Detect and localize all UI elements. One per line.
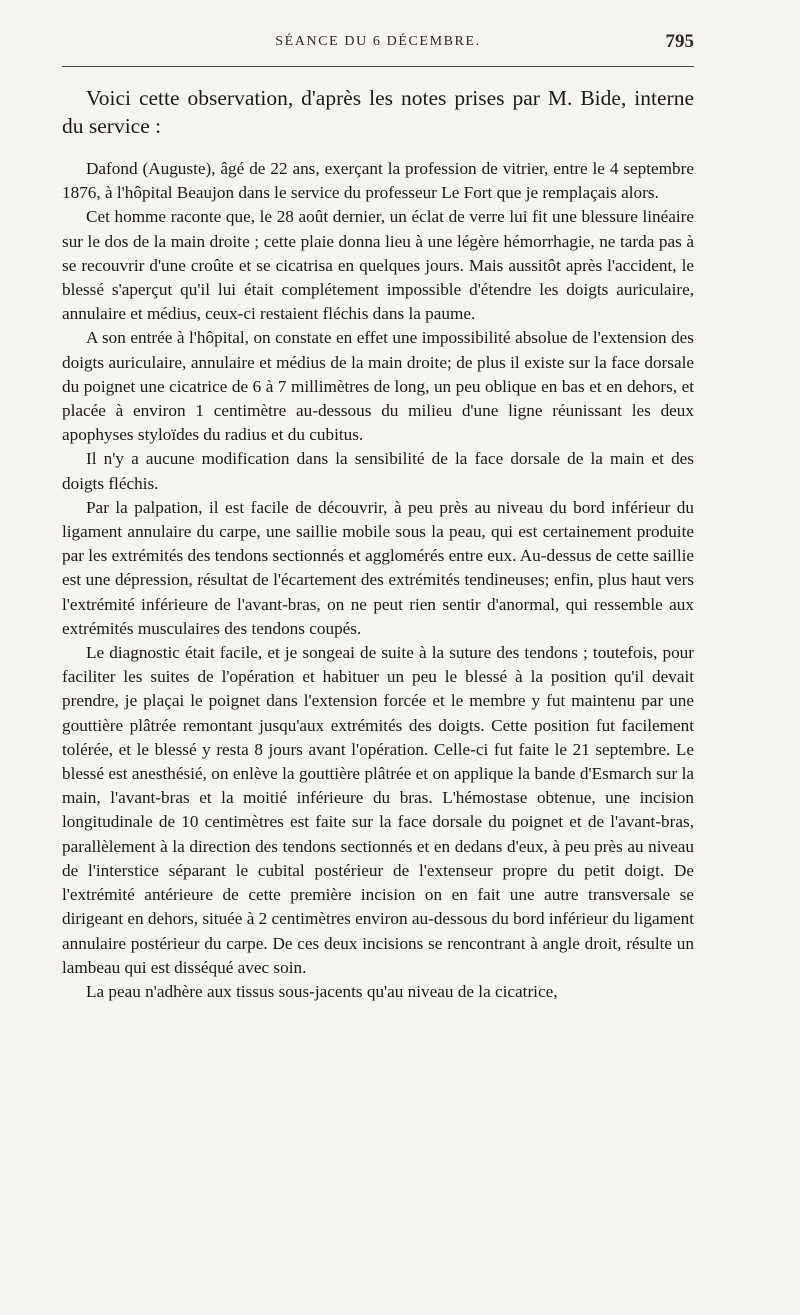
header-rule [62, 66, 694, 67]
page-number: 795 [665, 31, 694, 52]
paragraph-admission-findings: A son entrée à l'hôpital, on constate en effet une impossibilité absolue de l'extension des doigts auriculaire, annulaire et médius de la main droite; de plus il existe sur la face dorsale du poignet une cicatrice de 6 à 7 millimètres de long, un peu oblique en bas et en dehors, et placée à environ 1 centimètre au-dessous du milieu d'une ligne réunissant les deux apophyses styloïdes du radius et du cubitus. [62, 328, 694, 445]
paragraph-palpation: Par la palpation, il est facile de découvrir, à peu près au niveau du bord inférieur du ligament annulaire du carpe, une saillie mobile sous la peau, qui est certainement produite par les extrémités des tendons sectionnés et agglomérés entre eux. Au-dessus de cette saillie est une dépression, résultat de l'écartement des extrémités tendineuses; enfin, plus haut vers l'extrémité inférieure de l'avant-bras, on ne peut rien sentir d'anormal, qui ressemble aux extrémités musculaires des tendons coupés. [62, 497, 694, 638]
paragraph-injury-history: Cet homme raconte que, le 28 août dernier, un éclat de verre lui fit une blessure linéaire sur le dos de la main droite ; cette plaie donna lieu à une légère hémorrhagie, ne tarda pas à se recouvrir d'une croûte et se cicatrisa en quelques jours. Mais aussitôt après l'accident, le blessé s'aperçut qu'il lui était complétement impossible d'étendre les doigts auriculaire, annulaire et médius, ceux-ci restaient fléchis dans la paume. [62, 207, 694, 324]
page-header [62, 28, 694, 60]
paragraph-skin-adhesion: La peau n'adhère aux tissus sous-jacents qu'au niveau de la cicatrice, [86, 981, 558, 1001]
running-head: SÉANCE DU 6 DÉCEMBRE. [275, 34, 481, 49]
intro-paragraph: Voici cette observation, d'après les notes prises par M. Bide, interne du service : [62, 86, 694, 138]
paragraph-patient-identity: Dafond (Auguste), âgé de 22 ans, exerçant la profession de vitrier, entre le 4 septembre 1876, à l'hôpital Beaujon dans le service du professeur Le Fort que je remplaçais alors. [62, 159, 694, 203]
body-text [62, 157, 694, 1004]
paragraph-operation: Le diagnostic était facile, et je songeai de suite à la suture des tendons ; toutefois, pour faciliter les suites de l'opération et habituer un peu le blessé à la position qu'il devait prendre, je plaçai le poignet dans l'extension forcée et le membre y fut maintenu par une gouttière plâtrée remontant jusqu'aux extrémités des doigts. Cette position fut facilement tolérée, et le blessé y resta 8 jours avant l'opération. Celle-ci fut faite le 21 septembre. Le blessé est anesthésié, on enlève la gouttière plâtrée et on applique la bande d'Esmarch sur la main, l'avant-bras et la moitié inférieure du bras. L'hémostase obtenue, une incision longitudinale de 10 centimètres est faite sur la face dorsale du poignet et de l'avant-bras, parallèlement à la direction des tendons sectionnés et en dedans d'eux, à peu près au niveau de l'interstice séparant le cubital postérieur de l'extenseur propre du petit doigt. De l'extrémité antérieure de cette première incision on en fait une autre transversale se dirigeant en dehors, située à 2 centimètres environ au-dessous du bord inférieur du ligament annulaire postérieur du carpe. De ces deux incisions se rencontrant à angle droit, résulte un lambeau qui est disséqué avec soin. [62, 643, 694, 977]
paragraph-sensibility: Il n'y a aucune modification dans la sensibilité de la face dorsale de la main et des doigts fléchis. [62, 449, 694, 493]
